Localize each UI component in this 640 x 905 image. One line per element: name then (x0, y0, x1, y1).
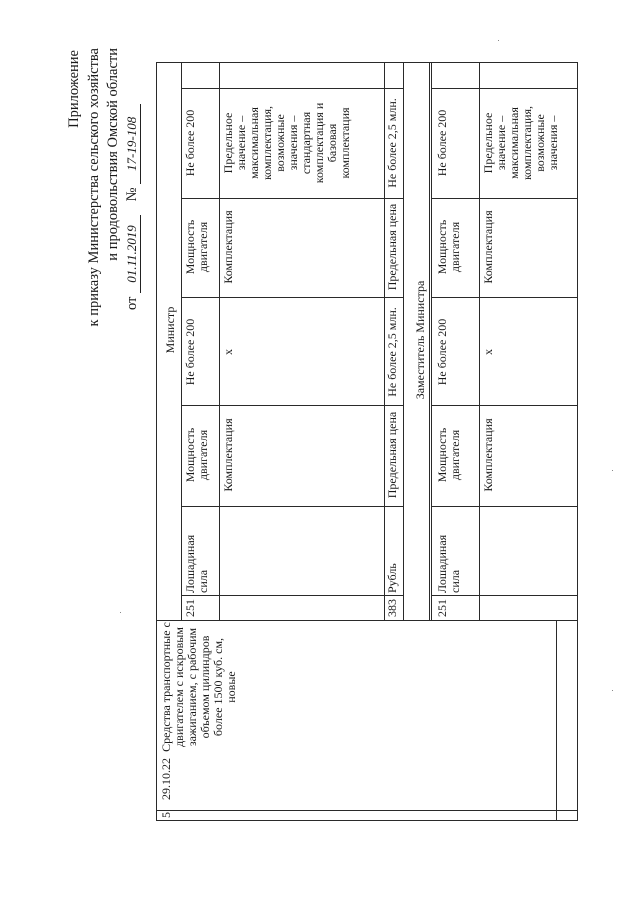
section-title-minister: Министр (163, 306, 177, 354)
s2-r2-value2: Предельное значение – максимальная комплектация, возможные значения – (481, 105, 560, 181)
s1-r1-characteristic: Мощность двигателя (183, 427, 210, 483)
s1-r1-characteristic2: Мощность двигателя (183, 219, 210, 275)
okpd-code: 29.10.22 (159, 758, 173, 800)
item-name: Средства транспортные с двигателем с искровым зажиганием, с рабочим объемом цилиндров более 1500 куб. см, новые (159, 622, 238, 752)
s1-r2-value2: Предельное значение – максимальная комплектация, возможные значения – стандартная комплектация и базовая комплектация (221, 102, 352, 184)
s1-r3-value2: Не более 2,5 млн. (385, 98, 399, 188)
number-prefix: № (124, 187, 140, 202)
s1-r2-characteristic2: Комплектация (221, 210, 235, 284)
s1-r3-characteristic2: Предельная цена (385, 203, 399, 291)
s1-r2-value: x (221, 349, 235, 355)
s2-r1-unit: Лошадиная сила (435, 534, 462, 593)
s2-r1-value: Не более 200 (435, 318, 449, 386)
appendix-title: Приложение (66, 50, 82, 128)
s1-r3-characteristic: Предельная цена (385, 411, 399, 499)
s2-r1-characteristic: Мощность двигателя (435, 427, 462, 483)
s2-r2-characteristic: Комплектация (481, 418, 495, 492)
date-value: 01.11.2019 (124, 215, 141, 293)
s1-r2-characteristic: Комплектация (221, 418, 235, 492)
s2-r1-characteristic2: Мощность двигателя (435, 219, 462, 275)
order-line-2: и продовольствия Омской области (105, 48, 121, 261)
s1-r1-code: 251 (183, 599, 197, 617)
order-line-1: к приказу Министерства сельского хозяйства (86, 48, 102, 327)
order-date-number (124, 48, 142, 310)
section-title-deputy: Заместитель Министра (413, 280, 427, 400)
scan-speck (120, 612, 121, 613)
scan-speck (612, 690, 613, 691)
s2-r2-value: x (481, 349, 495, 355)
s2-r1-value2: Не более 200 (435, 109, 449, 177)
s1-r3-value: Не более 2,5 млн. (385, 307, 399, 397)
scan-speck (612, 470, 613, 471)
s1-r3-unit: Рубль (385, 563, 399, 593)
row-number: 5 (159, 812, 173, 818)
scan-speck (498, 40, 499, 41)
date-prefix: от (124, 296, 140, 310)
number-value: 17-19-108 (124, 104, 141, 184)
s1-r3-code: 383 (385, 599, 399, 617)
s1-r1-unit: Лошадиная сила (183, 534, 210, 593)
s1-r1-value2: Не более 200 (183, 109, 197, 177)
s2-r2-characteristic2: Комплектация (481, 210, 495, 284)
s2-r1-code: 251 (435, 599, 449, 617)
s1-r1-value: Не более 200 (183, 318, 197, 386)
